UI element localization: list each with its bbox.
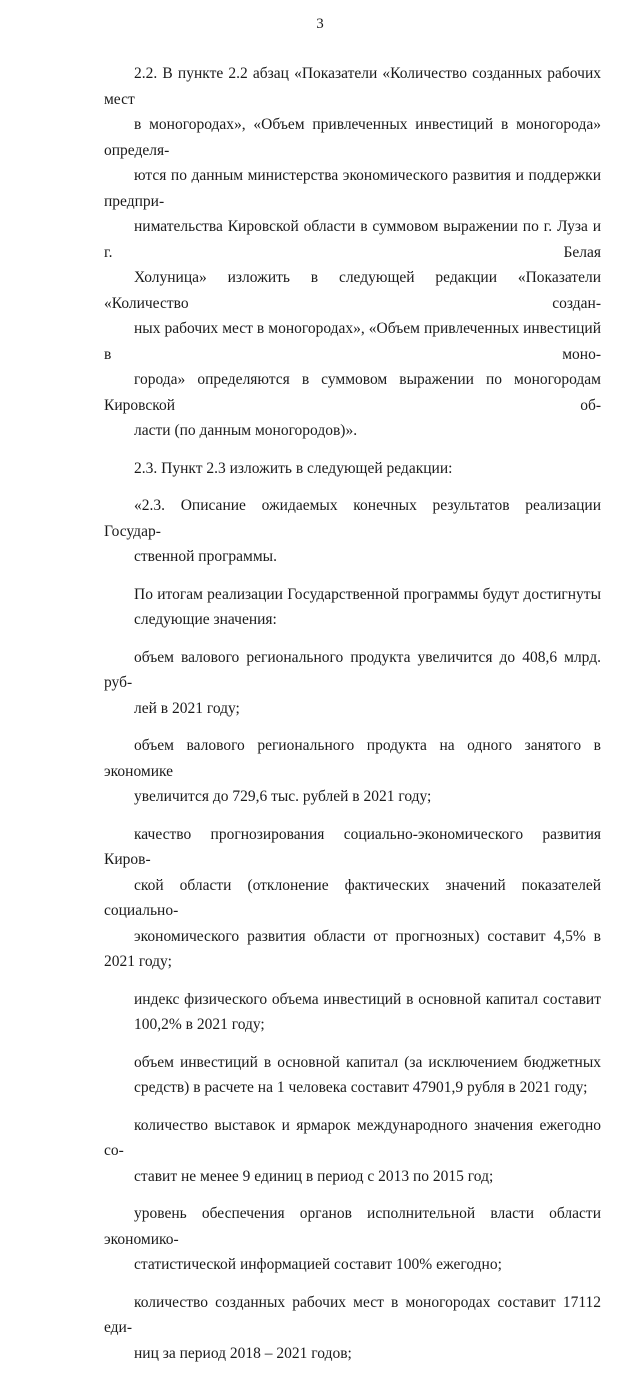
text-line: следующие значения:	[134, 611, 277, 628]
paragraph	[104, 645, 601, 722]
paragraph	[104, 1113, 601, 1190]
text-line: индекс физического объема инвестиций в основной капитал составит	[134, 990, 601, 1008]
text-line: ются по данным министерства экономического развития и поддержки предпри-	[104, 167, 601, 210]
text-line: нимательства Кировской области в суммовом выражении по г. Луза и г. Белая	[104, 218, 601, 261]
text-line: ственной программы.	[134, 548, 277, 565]
text-line: ласти (по данным моногородов)».	[134, 422, 358, 439]
text-line: ставит не менее 9 единиц в период с 2013 по 2015 год;	[134, 1167, 494, 1185]
text-line: По итогам реализации Государственной программы будут достигнуты	[134, 585, 601, 603]
text-line: 2.3. Пункт 2.3 изложить в следующей редакции:	[134, 459, 453, 477]
text-line: количество созданных рабочих мест в моногородах составит 17112 еди-	[104, 1293, 601, 1336]
text-line: 100,2% в 2021 году;	[134, 1016, 265, 1033]
text-line: увеличится до 729,6 тыс. рублей в 2021 году;	[134, 788, 432, 805]
paragraph	[104, 582, 601, 633]
paragraph	[104, 61, 601, 444]
text-line: «2.3. Описание ожидаемых конечных результатов реализации Государ-	[104, 497, 601, 540]
paragraph	[104, 456, 601, 482]
text-line: лей в 2021 году;	[134, 699, 240, 717]
paragraph	[104, 822, 601, 975]
text-line: 2.2. В пункте 2.2 абзац «Показатели «Количество созданных рабочих мест	[104, 65, 601, 108]
text-line: Холуница» изложить в следующей редакции «Показатели «Количество создан-	[104, 269, 601, 312]
text-line: экономического развития области от прогнозных) составит 4,5% в 2021 году;	[104, 927, 601, 970]
document-body	[104, 61, 601, 1378]
text-line: количество выставок и ярмарок международного значения ежегодно со-	[104, 1116, 601, 1159]
text-line: объем валового регионального продукта увеличится до 408,6 млрд. руб-	[104, 648, 601, 691]
text-line: города» определяются в суммовом выражении по моногородам Кировской об-	[104, 371, 601, 414]
text-line: ской области (отклонение фактических значений показателей социально-	[104, 876, 601, 919]
text-line: ниц за период 2018 – 2021 годов;	[134, 1344, 352, 1362]
text-line: статистической информацией составит 100% ежегодно;	[134, 1256, 502, 1273]
text-line: уровень обеспечения органов исполнительной власти области экономико-	[104, 1205, 601, 1248]
page-number: 3	[316, 16, 324, 32]
paragraph	[104, 493, 601, 570]
paragraph	[104, 1201, 601, 1278]
text-line: качество прогнозирования социально-экономического развития Киров-	[104, 825, 601, 868]
paragraph	[104, 733, 601, 810]
text-line: объем валового регионального продукта на одного занятого в экономике	[104, 737, 601, 780]
text-line: объем инвестиций в основной капитал (за исключением бюджетных	[134, 1053, 601, 1071]
text-line: средств) в расчете на 1 человека составит 47901,9 рубля в 2021 году;	[134, 1079, 588, 1096]
paragraph	[104, 987, 601, 1038]
paragraph	[104, 1290, 601, 1367]
text-line: в моногородах», «Объем привлеченных инвестиций в моногорода» определя-	[104, 116, 601, 159]
text-line: ных рабочих мест в моногородах», «Объем привлеченных инвестиций в моно-	[104, 320, 601, 363]
paragraph	[104, 1050, 601, 1101]
